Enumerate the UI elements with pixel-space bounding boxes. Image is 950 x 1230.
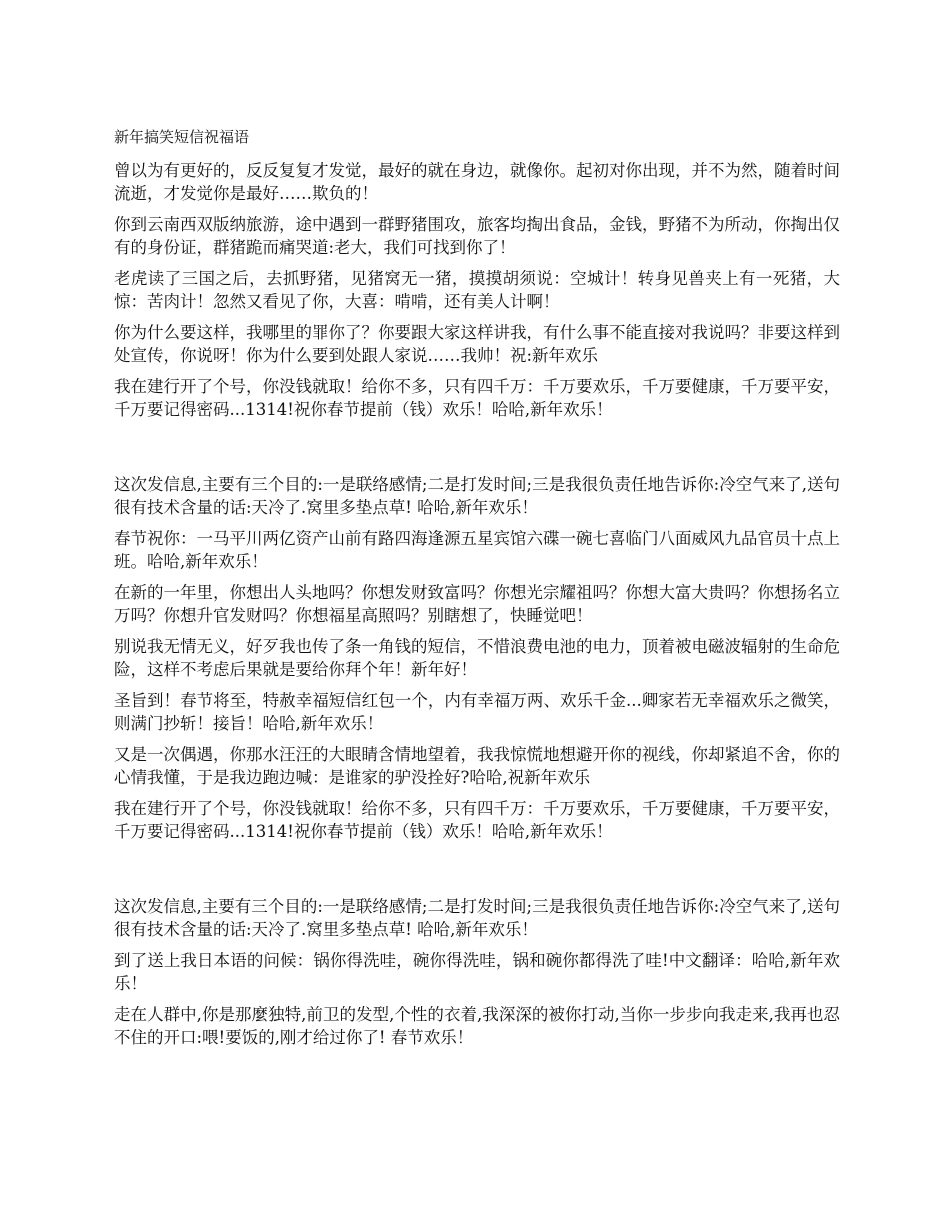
paragraph: 到了送上我日本语的问候：锅你得洗哇，碗你得洗哇，锅和碗你都得洗了哇!中文翻译：哈哈,新年欢乐！ <box>114 951 840 993</box>
paragraph: 曾以为有更好的，反反复复才发觉，最好的就在身边，就像你。起初对你出现，并不为然，随着时间流逝，才发觉你是最好……欺负的！ <box>114 161 840 203</box>
paragraph: 春节祝你：一马平川两亿资产山前有路四海逢源五星宾馆六碟一碗七喜临门八面威风九品官员十点上班。哈哈,新年欢乐！ <box>114 529 840 571</box>
paragraph: 在新的一年里，你想出人头地吗？你想发财致富吗？你想光宗耀祖吗？你想大富大贵吗？你想扬名立万吗？你想升官发财吗？你想福星高照吗？别瞎想了，快睡觉吧！ <box>114 583 840 625</box>
paragraph: 你到云南西双版纳旅游，途中遇到一群野猪围攻，旅客均掏出食品，金钱，野猪不为所动，你掏出仅有的身份证，群猪跪而痛哭道:老大，我们可找到你了！ <box>114 215 840 257</box>
paragraph: 这次发信息,主要有三个目的:一是联络感情;二是打发时间;三是我很负责任地告诉你:冷空气来了,送句很有技术含量的话:天冷了.窝里多垫点草! 哈哈,新年欢乐！ <box>114 897 840 939</box>
paragraph: 老虎读了三国之后，去抓野猪，见猪窝无一猪，摸摸胡须说：空城计！转身见兽夹上有一死猪，大惊：苦肉计！忽然又看见了你，大喜：啃啃，还有美人计啊！ <box>114 269 840 311</box>
paragraph: 我在建行开了个号，你没钱就取！给你不多，只有四千万：千万要欢乐，千万要健康，千万要平安，千万要记得密码...1314!祝你春节提前（钱）欢乐！哈哈,新年欢乐！ <box>114 799 840 841</box>
paragraph: 圣旨到！春节将至，特赦幸福短信红包一个，内有幸福万两、欢乐千金...卿家若无幸福欢乐之微笑，则满门抄斩！接旨！哈哈,新年欢乐！ <box>114 691 840 733</box>
paragraph: 别说我无情无义，好歹我也传了条一角钱的短信，不惜浪费电池的电力，顶着被电磁波辐射的生命危险，这样不考虑后果就是要给你拜个年！新年好！ <box>114 637 840 679</box>
section-gap <box>114 429 840 473</box>
section-gap <box>114 851 840 895</box>
paragraph: 你为什么要这样，我哪里的罪你了？你要跟大家这样讲我，有什么事不能直接对我说吗？非要这样到处宣传，你说呀！你为什么要到处跟人家说……我帅！祝:新年欢乐 <box>114 323 840 365</box>
paragraph: 我在建行开了个号，你没钱就取！给你不多，只有四千万：千万要欢乐，千万要健康，千万要平安，千万要记得密码...1314!祝你春节提前（钱）欢乐！哈哈,新年欢乐！ <box>114 377 840 419</box>
document-title: 新年搞笑短信祝福语 <box>114 128 250 146</box>
paragraph: 这次发信息,主要有三个目的:一是联络感情;二是打发时间;三是我很负责任地告诉你:冷空气来了,送句很有技术含量的话:天冷了.窝里多垫点草! 哈哈,新年欢乐！ <box>114 475 840 517</box>
document-body <box>114 126 840 1057</box>
paragraph: 又是一次偶遇，你那水汪汪的大眼睛含情地望着，我我惊慌地想避开你的视线，你却紧追不舍，你的心情我懂，于是我边跑边喊：是谁家的驴没拴好?哈哈,祝新年欢乐 <box>114 745 840 787</box>
paragraph: 走在人群中,你是那麼独特,前卫的发型,个性的衣着,我深深的被你打动,当你一步步向我走来,我再也忍不住的开口:喂!要饭的,刚才给过你了! 春节欢乐！ <box>114 1005 840 1047</box>
